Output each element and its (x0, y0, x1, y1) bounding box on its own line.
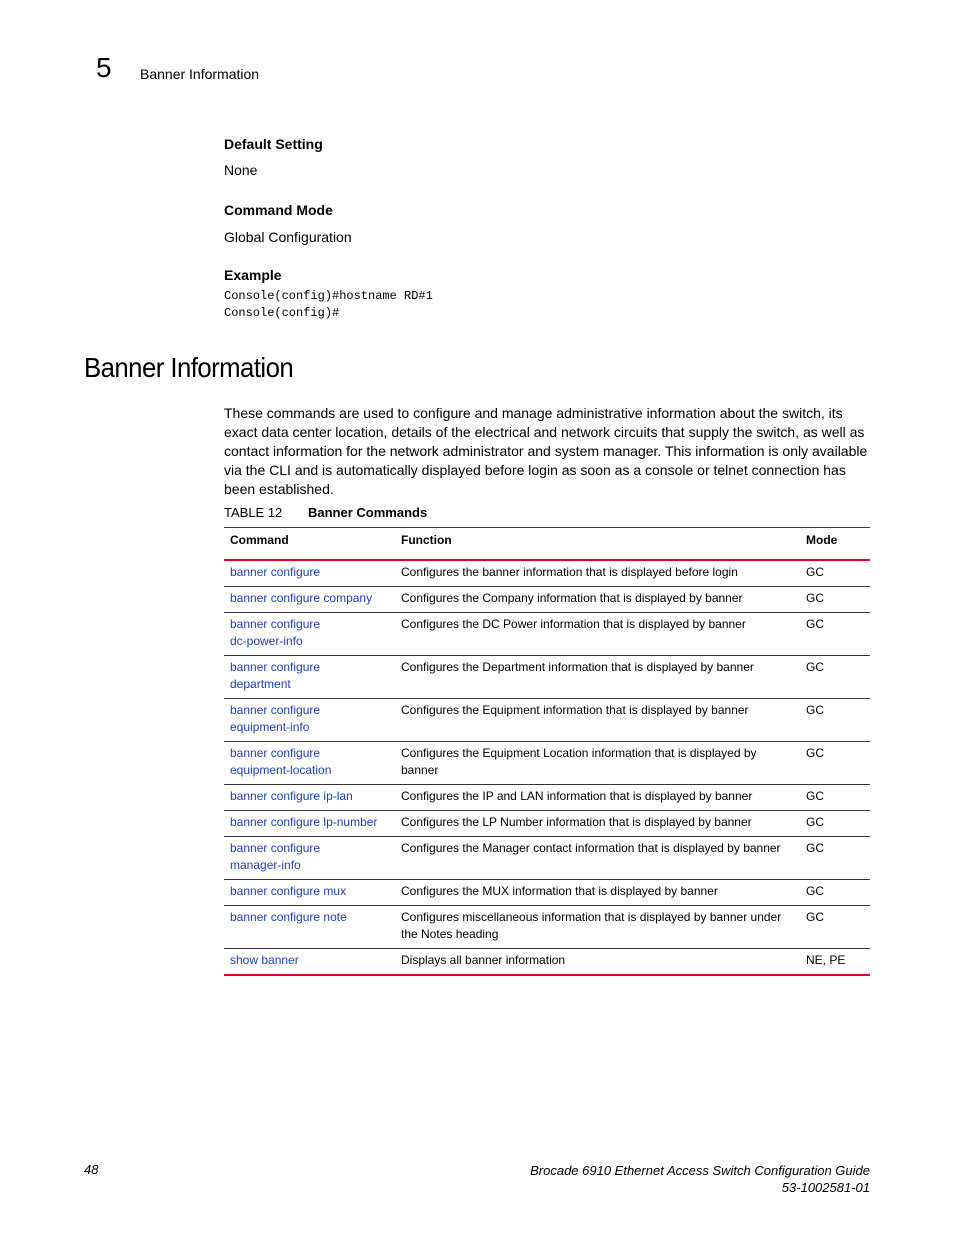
function-cell: Configures the Equipment information that is displayed by banner (395, 699, 800, 742)
table-row (224, 837, 870, 880)
example-code (224, 288, 870, 322)
chapter-number: 5 (96, 52, 112, 83)
command-cell (224, 880, 395, 906)
function-cell: Configures the Company information that is displayed by banner (395, 587, 800, 613)
command-cell (224, 785, 395, 811)
table-row (224, 742, 870, 785)
header-function: Function (395, 528, 800, 561)
command-cell (224, 811, 395, 837)
command-link[interactable]: banner configure manager-info (230, 841, 321, 872)
command-mode-heading: Command Mode (224, 202, 333, 218)
mode-cell: GC (800, 785, 870, 811)
table-label: TABLE 12 (224, 505, 283, 520)
mode-cell: GC (800, 560, 870, 587)
table-row (224, 906, 870, 949)
command-cell (224, 837, 395, 880)
table-row (224, 811, 870, 837)
table-row (224, 656, 870, 699)
header-mode: Mode (800, 528, 870, 561)
header-command: Command (224, 528, 395, 561)
function-cell: Configures the LP Number information that is displayed by banner (395, 811, 800, 837)
default-setting-value: None (224, 162, 258, 178)
table-header-row (224, 528, 870, 561)
section-title: Banner Information (84, 352, 294, 383)
command-link[interactable]: banner configure lp-number (230, 815, 378, 829)
mode-cell: GC (800, 742, 870, 785)
command-link[interactable]: banner configure note (230, 910, 347, 924)
mode-cell: NE, PE (800, 949, 870, 976)
default-setting-block (224, 136, 870, 178)
function-cell: Configures the Equipment Location information that is displayed by banner (395, 742, 800, 785)
function-cell: Configures the Department information that is displayed by banner (395, 656, 800, 699)
example-block (224, 267, 870, 322)
mode-cell: GC (800, 587, 870, 613)
guide-title: Brocade 6910 Ethernet Access Switch Configuration Guide (530, 1163, 870, 1178)
table-title: Banner Commands (308, 505, 428, 520)
function-cell: Configures the MUX information that is displayed by banner (395, 880, 800, 906)
command-link[interactable]: banner configure (230, 565, 321, 579)
function-cell: Configures miscellaneous information that is displayed by banner under the Notes heading (395, 906, 800, 949)
page-number: 48 (84, 1162, 99, 1177)
command-link[interactable]: banner configure equipment-location (230, 746, 332, 777)
function-cell: Configures the Manager contact information that is displayed by banner (395, 837, 800, 880)
table-row (224, 613, 870, 656)
command-mode-block (224, 202, 870, 245)
default-setting-heading: Default Setting (224, 136, 323, 152)
code-line: Console(config)#hostname RD#1 (224, 289, 433, 303)
chapter-title: Banner Information (140, 66, 260, 82)
mode-cell: GC (800, 811, 870, 837)
function-cell: Displays all banner information (395, 949, 800, 976)
function-cell: Configures the DC Power information that is displayed by banner (395, 613, 800, 656)
mode-cell: GC (800, 656, 870, 699)
table-row (224, 699, 870, 742)
command-link[interactable]: banner configure company (230, 591, 373, 605)
command-cell (224, 699, 395, 742)
banner-commands-table (224, 527, 870, 976)
example-heading: Example (224, 267, 282, 283)
function-cell: Configures the banner information that is displayed before login (395, 560, 800, 587)
command-link[interactable]: banner configure department (230, 660, 321, 691)
command-cell (224, 656, 395, 699)
table-row (224, 560, 870, 587)
command-mode-value: Global Configuration (224, 229, 352, 245)
command-cell (224, 949, 395, 976)
mode-cell: GC (800, 613, 870, 656)
table-row (224, 785, 870, 811)
table-caption (224, 505, 427, 520)
command-cell (224, 560, 395, 587)
command-link[interactable]: show banner (230, 953, 299, 967)
mode-cell: GC (800, 880, 870, 906)
code-line: Console(config)# (224, 306, 340, 320)
command-link[interactable]: banner configure equipment-info (230, 703, 321, 734)
command-cell (224, 613, 395, 656)
mode-cell: GC (800, 699, 870, 742)
table-row (224, 587, 870, 613)
table-row (224, 949, 870, 976)
command-link[interactable]: banner configure dc-power-info (230, 617, 321, 648)
mode-cell: GC (800, 906, 870, 949)
doc-number: 53-1002581-01 (781, 1180, 870, 1195)
footer-doc-info (530, 1162, 870, 1196)
command-cell (224, 906, 395, 949)
mode-cell: GC (800, 837, 870, 880)
section-intro: These commands are used to configure and manage administrative information about the switch, its exact data center location, details of the electrical and network circuits that supply the switch, as well as contact information for the network administrator and system manager. This information is only available via the CLI and is automatically displayed before login as soon as a console or telnet connection has been established. (224, 405, 868, 497)
table-row (224, 880, 870, 906)
command-cell (224, 587, 395, 613)
table-body (224, 560, 870, 975)
command-cell (224, 742, 395, 785)
command-link[interactable]: banner configure ip-lan (230, 789, 353, 803)
command-link[interactable]: banner configure mux (230, 884, 347, 898)
function-cell: Configures the IP and LAN information that is displayed by banner (395, 785, 800, 811)
